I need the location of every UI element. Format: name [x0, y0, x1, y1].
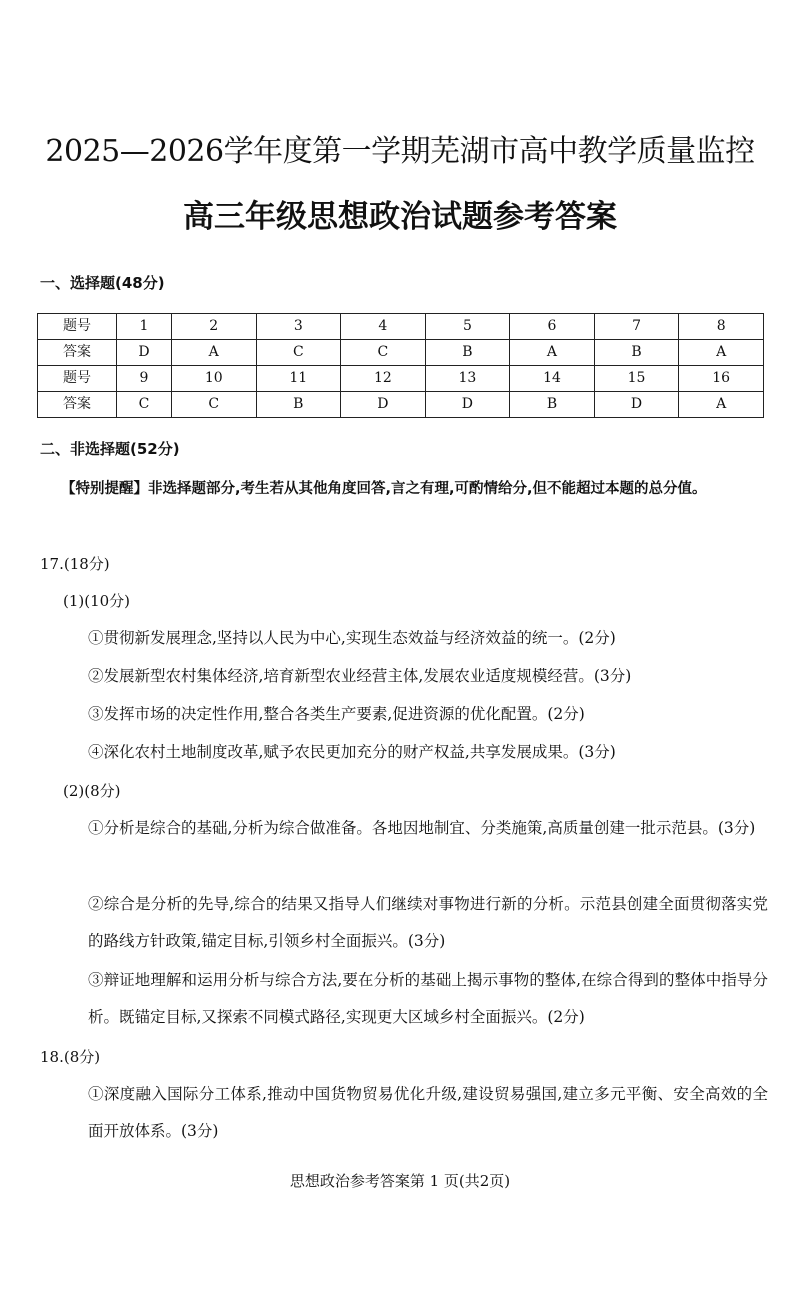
table-cell: 3 — [256, 314, 341, 340]
table-cell: C — [171, 392, 256, 418]
table-row — [38, 314, 764, 340]
table-cell: 6 — [510, 314, 595, 340]
table-row — [38, 340, 764, 366]
page-footer: 思想政治参考答案第 1 页(共2页) — [289, 1172, 511, 1190]
table-cell: D — [425, 392, 510, 418]
q17-part2-item-3: ③辩证地理解和运用分析与综合方法,要在分析的基础上揭示事物的整体,在综合得到的整体中指导分析。既锚定目标,又探索不同模式路径,实现更大区域乡村全面振兴。(2分) — [88, 971, 768, 1026]
table-cell: B — [256, 392, 341, 418]
q17-part1-item-1: ①贯彻新发展理念,坚持以人民为中心,实现生态效益与经济效益的统一。(2分) — [88, 629, 616, 647]
table-cell: 14 — [510, 366, 595, 392]
table-cell: A — [171, 340, 256, 366]
table-row — [38, 366, 764, 392]
table-cell: C — [341, 340, 426, 366]
table-cell: 9 — [117, 366, 172, 392]
q17-part1-item-2: ②发展新型农村集体经济,培育新型农业经营主体,发展农业适度规模经营。(3分) — [88, 667, 632, 685]
q17-part2-item-2: ②综合是分析的先导,综合的结果又指导人们继续对事物进行新的分析。示范县创建全面贯彻落实党的路线方针政策,锚定目标,引领乡村全面振兴。(3分) — [88, 895, 768, 950]
table-cell: C — [117, 392, 172, 418]
q17-part1-item-3: ③发挥市场的决定性作用,整合各类生产要素,促进资源的优化配置。(2分) — [88, 705, 585, 723]
table-cell: D — [341, 392, 426, 418]
q17-part1-label: (1)(10分) — [63, 592, 131, 610]
table-cell: 1 — [117, 314, 172, 340]
section-1-heading: 一、选择题(48分) — [40, 274, 165, 292]
q17-part2-label: (2)(8分) — [63, 782, 121, 800]
table-cell: 4 — [341, 314, 426, 340]
table-cell: 11 — [256, 366, 341, 392]
table-cell: 13 — [425, 366, 510, 392]
table-cell: D — [117, 340, 172, 366]
q17-part2-item-1: ①分析是综合的基础,分析为综合做准备。各地因地制宜、分类施策,高质量创建一批示范县。(3分) — [88, 819, 756, 837]
special-note: 【特别提醒】非选择题部分,考生若从其他角度回答,言之有理,可酌情给分,但不能超过本题的总分值。 — [61, 481, 707, 497]
question-17-label: 17.(18分) — [40, 555, 110, 573]
table-cell: 7 — [594, 314, 679, 340]
table-cell: 8 — [679, 314, 764, 340]
table-cell: C — [256, 340, 341, 366]
section-2-heading: 二、非选择题(52分) — [40, 440, 180, 458]
table-cell: 15 — [594, 366, 679, 392]
table-cell: A — [510, 340, 595, 366]
table-cell: B — [594, 340, 679, 366]
row-header-cell: 题号 — [38, 366, 117, 392]
table-cell: B — [425, 340, 510, 366]
answer-table — [37, 313, 764, 418]
question-18-label: 18.(8分) — [40, 1048, 101, 1066]
table-cell: 16 — [679, 366, 764, 392]
row-header-cell: 答案 — [38, 392, 117, 418]
exam-subtitle: 高三年级思想政治试题参考答案 — [183, 199, 617, 235]
table-cell: A — [679, 392, 764, 418]
table-cell: 12 — [341, 366, 426, 392]
row-header-cell: 答案 — [38, 340, 117, 366]
table-cell: 2 — [171, 314, 256, 340]
table-cell: A — [679, 340, 764, 366]
q17-part1-item-4: ④深化农村土地制度改革,赋予农民更加充分的财产权益,共享发展成果。(3分) — [88, 743, 616, 761]
table-cell: 5 — [425, 314, 510, 340]
q18-item-1: ①深度融入国际分工体系,推动中国货物贸易优化升级,建设贸易强国,建立多元平衡、安全高效的全面开放体系。(3分) — [88, 1085, 768, 1140]
exam-title: 2025—2026学年度第一学期芜湖市高中教学质量监控 — [45, 134, 755, 169]
table-cell: D — [594, 392, 679, 418]
table-row — [38, 392, 764, 418]
row-header-cell: 题号 — [38, 314, 117, 340]
table-cell: B — [510, 392, 595, 418]
table-cell: 10 — [171, 366, 256, 392]
